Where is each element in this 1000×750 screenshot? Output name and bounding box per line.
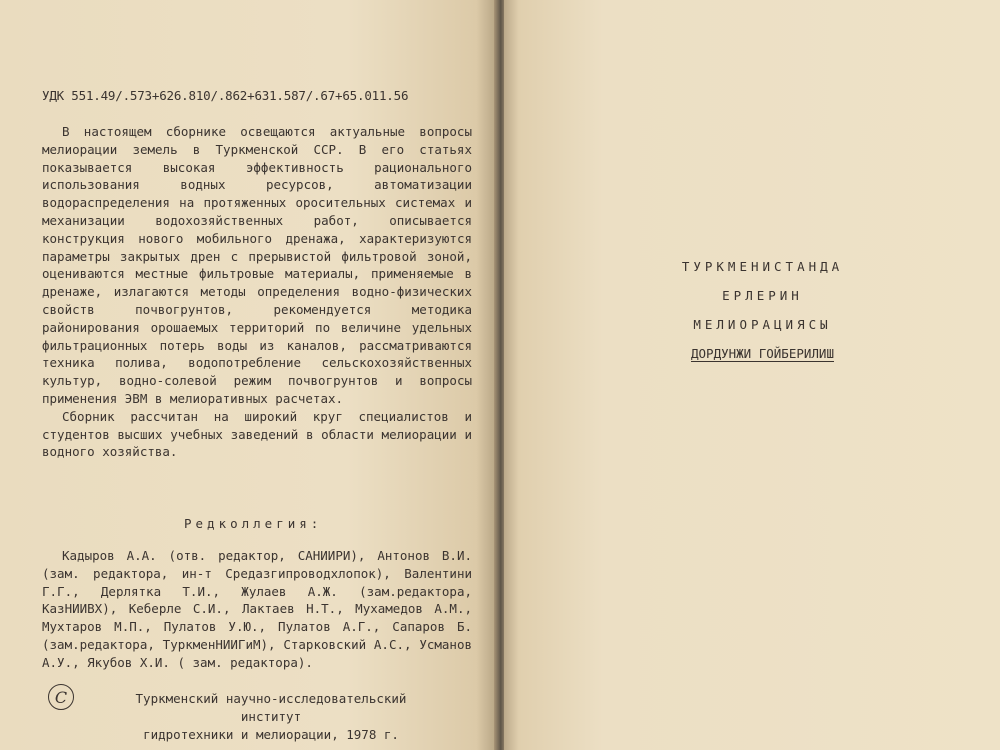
title-line-1: ТУРКМЕНИСТАНДА [681, 259, 844, 274]
right-page [504, 0, 1000, 750]
abstract-paragraph: В настоящем сборнике освещаются актуальные вопросы мелиорации земель в Туркменской ССР. В его статьях показывается высокая эффективность рационального использования водных ресурсов, автоматизации водораспределения на протяженных оросительных системах и механизации водохозяйственных работ, описывается конструкция нового мобильного дренажа, характеризуются параметры закрытых дрен с прерывистой фильтровой зоной, оцениваются местные фильтровые материалы, применяемые в дренаже, излагаются методы определения водно-физических свойств почвогрунтов, рекомендуется методика районирования орошаемых территорий по величине удельных фильтрационных потерь воды из каналов, рассматриваются техника полива, водопотребление сельскохозяйственных культур, водно-солевой режим почвогрунтов и вопросы применения ЭВМ в мелиоративных расчетах. [42, 124, 472, 406]
udk-code: УДК 551.49/.573+626.810/.862+631.587/.67+65.011.56 [42, 88, 409, 103]
turkmen-title-block [650, 252, 875, 368]
publisher-imprint [106, 690, 436, 744]
editorial-board-list: Кадыров А.А. (отв. редактор, САНИИРИ), Антонов В.И. (зам. редактора, ин-т Средазгипроводхлопок), Валентини Г.Г., Дерлятка Т.И., Жулаев А.Ж. (зам.редактора, КазНИИВХ), Кеберле С.И., Лактаев Н.Т., Мухамедов А.М., Мухтаров М.П., Пулатов У.Ю., Пулатов А.Г., Сапаров Б. (зам.редактора, ТуркменНИИГиМ), Старковский А.С., Усманов А.У., Якубов Х.И. ( зам. редактора). [42, 548, 472, 670]
publisher-line-2: гидротехники и мелиорации, 1978 г. [143, 727, 399, 742]
audience-paragraph: Сборник рассчитан на широкий круг специалистов и студентов высших учебных заведений в области мелиорации и водного хозяйства. [42, 408, 472, 460]
abstract [42, 123, 472, 461]
title-line-4: ДОРДУНЖИ ГОЙБЕРИЛИШ [691, 346, 834, 361]
title-line-3: МЕЛИОРАЦИЯСЫ [693, 317, 832, 332]
left-page [0, 0, 496, 750]
publisher-line-1: Туркменский научно-исследовательский институт [135, 691, 407, 724]
title-line-2: ЕРЛЕРИН [722, 288, 803, 303]
copyright-icon: С [48, 684, 74, 710]
editorial-board-heading: Редколлегия: [184, 516, 323, 531]
